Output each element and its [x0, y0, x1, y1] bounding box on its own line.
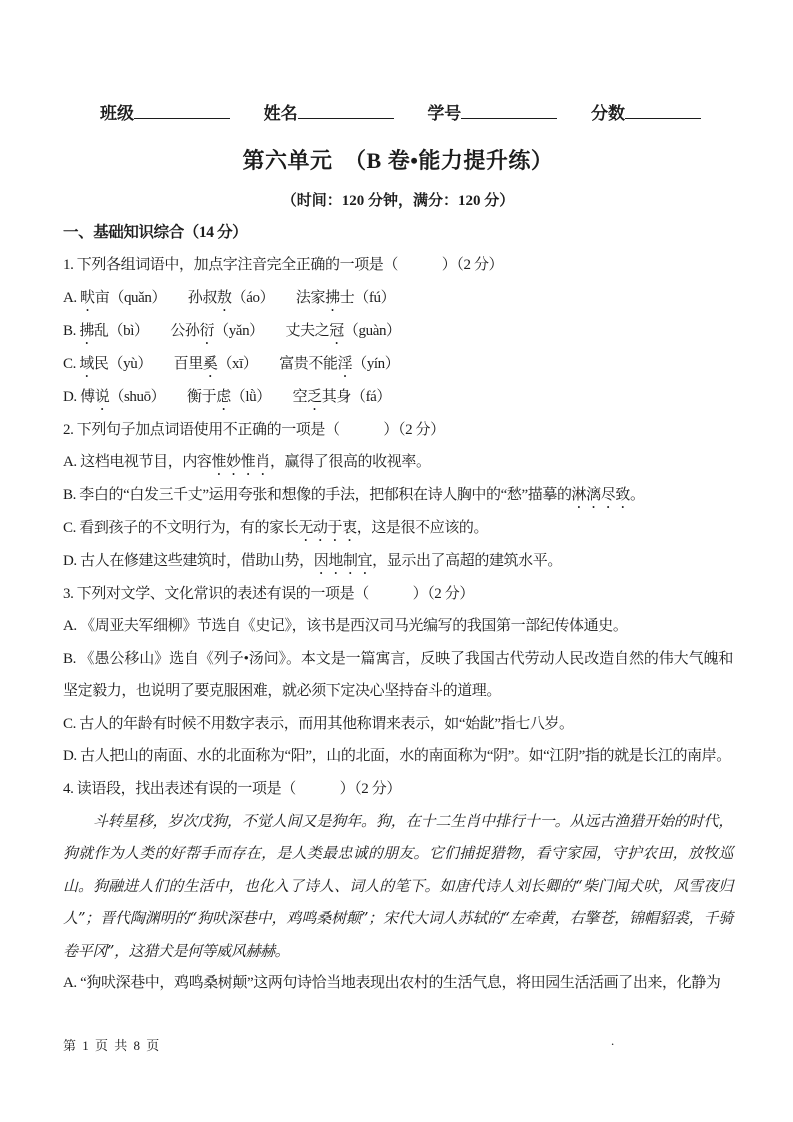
emphasis-dotted-text: 冠 — [329, 322, 344, 339]
question-3-option-b: B. 《愚公移山》选自《列子•汤问》。本文是一篇寓言，反映了我国古代劳动人民改造自然的伟大气魄和坚定毅力，也说明了要克服困难，就必须下定决心坚持奋斗的道理。 — [63, 650, 733, 700]
question-2-stem: 2. 下列句子加点词语使用不正确的一项是（ ）（2 分） — [63, 421, 445, 438]
student-field-3 — [427, 100, 557, 127]
question-2-option-a: A. 这档电视节目，内容惟妙惟肖，赢得了很高的收视率。 — [63, 454, 431, 471]
emphasis-dotted-text: 拂 — [325, 289, 340, 306]
question-2-option-d: D. 古人在修建这些建筑时，借助山势，因地制宜，显示出了高超的建筑水平。 — [63, 553, 562, 570]
section-heading: 一、基础知识综合（14 分） — [63, 223, 248, 241]
student-info-row — [100, 100, 701, 127]
emphasis-dotted-text: 拂 — [79, 322, 94, 339]
emphasis-dotted-text: 域 — [79, 355, 94, 372]
blank-underline — [625, 100, 701, 119]
question-3-option-a: A. 《周亚夫军细柳》节选自《史记》，该书是西汉司马光编写的我国第一部纪传体通史。 — [63, 618, 628, 635]
emphasis-dotted-text: 说 — [94, 388, 110, 405]
emphasis-dotted-text: 乏 — [307, 388, 322, 405]
blank-underline — [298, 100, 394, 119]
blank-underline — [134, 100, 230, 119]
page-number-text: 第 1 页 共 8 页 — [63, 1038, 161, 1053]
question-4-stem: 4. 读语段，找出表述有误的一项是（ ）（2 分） — [63, 780, 401, 797]
page-footer — [63, 1035, 161, 1054]
emphasis-dotted-text: 衍 — [199, 322, 215, 339]
question-1-option-a: A. 畎亩（quǎn） 孙叔敖（áo） 法家拂士（fú） — [63, 289, 396, 306]
student-field-4 — [591, 100, 701, 127]
page-title: 第六单元 （B 卷•能力提升练） — [242, 147, 554, 173]
emphasis-dotted-text: 淋漓尽致 — [571, 487, 630, 504]
field-label: 学号 — [427, 103, 462, 123]
emphasis-dotted-text: 无动于衷 — [298, 520, 357, 537]
exam-time-score-info: （时间：120 分钟，满分：120 分） — [281, 192, 515, 209]
question-3-option-c: C. 古人的年龄有时候不用数字表示，而用其他称谓来表示，如“始龀”指七八岁。 — [63, 715, 574, 732]
question-3-stem: 3. 下列对文学、文化常识的表述有误的一项是（ ）（2 分） — [63, 586, 474, 603]
emphasis-dotted-text: 虑 — [216, 388, 231, 405]
stray-period: . — [611, 1033, 615, 1048]
question-3-option-d: D. 古人把山的南面、水的北面称为“阳”，山的北面，水的南面称为“阴”。如“江阴”指的就是长江的南岸。 — [63, 748, 731, 765]
question-4-option-a: A. “狗吠深巷中，鸡鸣桑树颠”这两句诗恰当地表现出农村的生活气息，将田园生活活画了出来，化静为 — [63, 974, 721, 991]
emphasis-dotted-text: 淫 — [337, 355, 353, 372]
question-2-option-b: B. 李白的“白发三千丈”运用夸张和想像的手法，把郁积在诗人胸中的“愁”描摹的淋漓尽致。 — [63, 487, 645, 504]
document-body — [63, 217, 733, 1000]
student-field-1 — [100, 100, 230, 127]
emphasis-dotted-text: 畎 — [80, 289, 95, 306]
question-1-option-c: C. 域民（yù） 百里奚（xī） 富贵不能淫（yín） — [63, 355, 400, 372]
question-1-stem: 1. 下列各组词语中，加点字注音完全正确的一项是（ ）（2 分） — [63, 257, 504, 274]
emphasis-dotted-text: 敖 — [217, 289, 232, 306]
emphasis-dotted-text: 因地制宜 — [313, 553, 373, 570]
blank-underline — [461, 100, 557, 119]
field-label: 分数 — [590, 103, 625, 123]
field-label: 班级 — [100, 103, 134, 123]
emphasis-dotted-text: 惟妙惟肖 — [211, 454, 270, 471]
question-1-option-d: D. 傅说（shuō） 衡于虑（lǜ） 空乏其身（fá） — [63, 388, 392, 405]
question-1-option-b: B. 拂乱（bì） 公孙衍（yǎn） 丈夫之冠（guàn） — [63, 322, 401, 339]
student-field-2 — [264, 100, 394, 127]
emphasis-dotted-text: 奚 — [202, 355, 218, 372]
question-2-option-c: C. 看到孩子的不文明行为，有的家长无动于衷，这是很不应该的。 — [63, 520, 489, 537]
reading-passage: 斗转星移，岁次戊狗，不觉人间又是狗年。狗，在十二生肖中排行十一。从远古渔猎开始的时代，狗就作为人类的好帮手而存在，是人类最忠诚的朋友。它们捕捉猎物，看守家园，守护农田，放牧巡山。狗融进人们的生活中，也化入了诗人、词人的笔下。如唐代诗人刘长卿的“柴门闻犬吠，风雪夜归人”；晋代陶渊明的“狗吠深巷中，鸡鸣桑树颠”；宋代大词人苏轼的“左牵黄，右擎苍，锦帽貂裘，千骑卷平冈”，这猎犬是何等威风赫赫。 — [63, 811, 733, 960]
field-label: 姓名 — [263, 103, 298, 123]
